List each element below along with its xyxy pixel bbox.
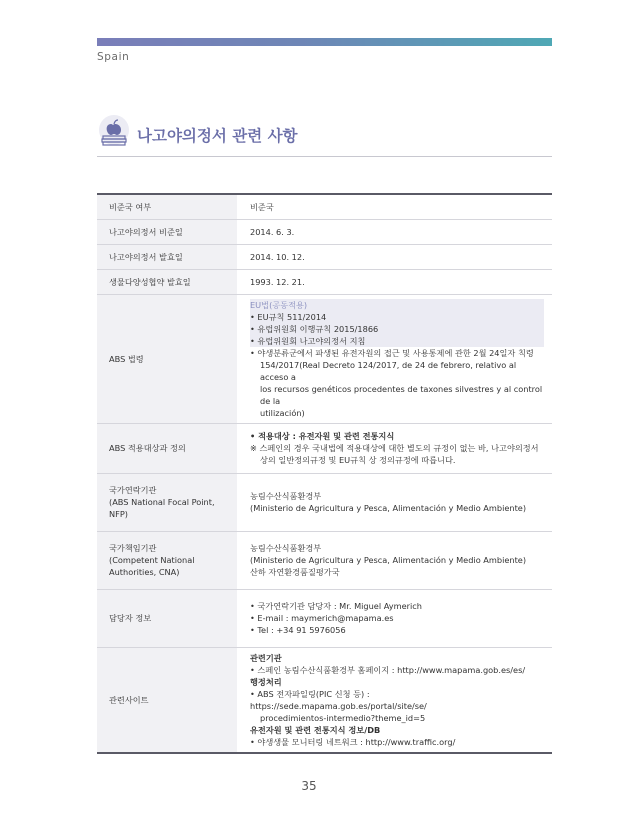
row-value: 2014. 6. 3. [237, 219, 552, 244]
value-line: 산하 자연환경품질평가국 [250, 567, 340, 577]
row-label: 담당자 정보 [97, 589, 237, 647]
group-heading: 유전자원 및 관련 전통지식 정보/DB [250, 724, 381, 735]
row-value [237, 294, 552, 423]
row-label: ABS 적용대상과 정의 [97, 423, 237, 473]
list-item: • ABS 전자파일링(PIC 신청 등) : https://sede.mapama.gob.es/portal/site/se/ [250, 688, 427, 711]
table-row [97, 423, 552, 473]
value-line: (Ministerio de Agricultura y Pesca, Alimentación y Medio Ambiente) [250, 555, 527, 565]
section-title: 나고야의정서 관련 사항 [137, 127, 298, 145]
list-item: • 유럽위원회 나고야의정서 지침 [250, 335, 366, 346]
row-label-line: Authorities, CNA) [109, 567, 180, 577]
value-line: 농림수산식품환경부 [250, 491, 322, 501]
row-value [237, 531, 552, 589]
row-label: 관련사이트 [97, 647, 237, 753]
table-row [97, 473, 552, 531]
list-item: • 스페인 농림수산식품환경부 홈페이지 : http://www.mapama.gob.es/es/ [250, 664, 526, 675]
row-label-line: 국가책임기관 [109, 543, 157, 553]
table-row [97, 294, 552, 423]
row-value [237, 423, 552, 473]
note-text: ※ 스페인의 경우 국내법에 적용대상에 대한 별도의 규정이 없는 바, 나고야의정서 [250, 443, 539, 453]
row-value: 1993. 12. 21. [237, 269, 552, 294]
header-color-bar [97, 38, 552, 46]
books-apple-icon [97, 115, 131, 149]
list-item-continuation: los recursos genéticos procedentes de taxones silvestres y al control de la [260, 383, 543, 406]
list-item-continuation: 154/2017(Real Decreto 124/2017, de 24 de febrero, relativo al acceso a [260, 359, 517, 382]
table-row [97, 219, 552, 244]
group-heading: 행정처리 [250, 676, 282, 687]
row-value [237, 589, 552, 647]
list-item: • 야생분류군에서 파생된 유전자원의 접근 및 사용통제에 관한 2월 24일자 칙령 [250, 347, 534, 358]
row-label: 나고야의정서 비준일 [97, 219, 237, 244]
list-item: • EU규칙 511/2014 [250, 311, 327, 322]
table-row [97, 647, 552, 753]
info-table [97, 193, 552, 754]
eu-law-block [250, 299, 544, 347]
row-label: 비준국 여부 [97, 194, 237, 219]
group-heading: 관련기관 [250, 652, 282, 663]
note-text-continuation: 상의 일반정의규정 및 EU규칙 상 정의규정에 따릅니다. [260, 455, 456, 465]
list-item: • E-mail : maymerich@mapama.es [250, 613, 394, 623]
table-row [97, 589, 552, 647]
row-label-line: (ABS National Focal Point, [109, 497, 215, 507]
table-row [97, 194, 552, 219]
list-item-continuation: procedimientos-intermedio?theme_id=5 [260, 712, 426, 723]
table-row [97, 244, 552, 269]
row-label-line: NFP) [109, 509, 128, 519]
eu-law-heading: EU법(공동적용) [250, 299, 308, 310]
row-value [237, 647, 552, 753]
table-row [97, 531, 552, 589]
row-label-line: 국가연락기관 [109, 485, 157, 495]
list-item: • Tel : +34 91 5976056 [250, 625, 346, 635]
row-value [237, 473, 552, 531]
row-label: 생물다양성협약 발효일 [97, 269, 237, 294]
row-label-line: (Competent National [109, 555, 195, 565]
page-number: 35 [301, 779, 317, 793]
row-label: ABS 법령 [97, 294, 237, 423]
table-row [97, 269, 552, 294]
row-label: 나고야의정서 발효일 [97, 244, 237, 269]
list-item [250, 430, 546, 442]
title-underline [97, 156, 552, 157]
row-label [97, 531, 237, 589]
value-line: 농림수산식품환경부 [250, 543, 322, 553]
list-item-continuation: utilización) [260, 407, 305, 418]
row-label [97, 473, 237, 531]
row-value: 비준국 [237, 194, 552, 219]
row-value: 2014. 10. 12. [237, 244, 552, 269]
list-item: • 국가연락기관 담당자 : Mr. Miguel Aymerich [250, 601, 422, 611]
country-label: Spain [97, 51, 130, 63]
value-line: (Ministerio de Agricultura y Pesca, Alimentación y Medio Ambiente) [250, 503, 527, 513]
list-item-text: • 적용대상 : 유전자원 및 관련 전통지식 [250, 431, 395, 441]
list-item: • 야생생물 모니터링 네트워크 : http://www.traffic.org/ [250, 736, 456, 747]
list-item: • 유럽위원회 이행규칙 2015/1866 [250, 323, 379, 334]
